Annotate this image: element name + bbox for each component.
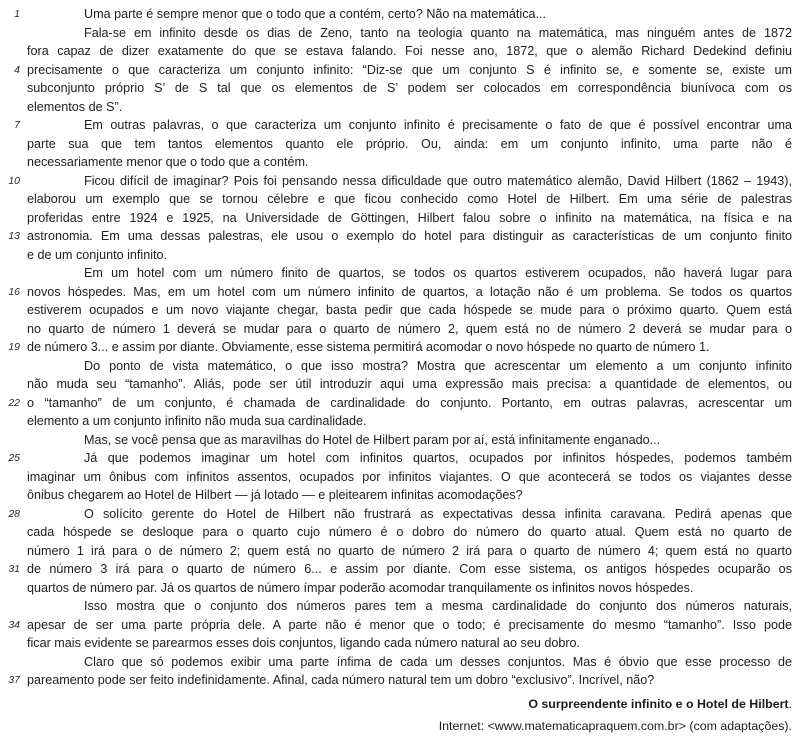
line-text: elementos de S”.: [27, 99, 123, 114]
line-number: [0, 375, 20, 394]
line-text: número 1 irá para o de número 2; quem está no quarto de número 2 irá para o quarto de número 4; quem está no quarto: [27, 543, 792, 558]
text-line: [0, 468, 800, 487]
line-number: [0, 153, 20, 172]
line-text: Ficou difícil de imaginar? Pois foi pensando nessa dificuldade que outro matemático alemão, David Hilbert (1862 – 1943),: [84, 173, 792, 188]
line-text: Do ponto de vista matemático, o que isso mostra? Mostra que acrescentar um elemento a um conjunto infinito: [84, 358, 792, 373]
line-number: [0, 431, 20, 450]
line-number: 1: [14, 8, 20, 20]
line-number: [0, 135, 20, 154]
line-text: no quarto de número 1 deverá se mudar para o quarto de número 2, quem está no de número 2 deverá se mudar para o: [27, 321, 792, 336]
line-number: [0, 412, 20, 431]
line-number: [0, 264, 20, 283]
text-line: [0, 505, 800, 524]
line-text: Isso mostra que o conjunto dos números pares tem a mesma cardinalidade do conjunto dos números naturais,: [84, 599, 792, 613]
line-text: ônibus chegarem ao Hotel de Hilbert — já lotado — e pleitearem infinitas acomodações?: [27, 488, 523, 502]
line-text: proferidas entre 1924 e 1925, na Universidade de Göttingen, Hilbert falou sobre o infinito na matemática, na física e na: [27, 210, 792, 225]
text-line: [0, 338, 800, 357]
line-text: astronomia. Em uma dessas palestras, ele usou o exemplo do hotel para distinguir as características de um conjunto finito: [27, 229, 792, 243]
line-number: [0, 209, 20, 228]
line-number: [0, 468, 20, 487]
line-number: [0, 301, 20, 320]
line-text: imaginar um ônibus com infinitos assentos, ocupados por infinitos viajantes. O que acontecerá se todos os viajantes desse: [27, 469, 792, 484]
citation-title: [27, 694, 792, 716]
line-number: 37: [8, 674, 20, 686]
line-number: [0, 190, 20, 209]
text-line: [0, 320, 800, 339]
text-line: [0, 449, 800, 468]
line-number: 7: [14, 119, 20, 131]
text-line: [0, 79, 800, 98]
line-number: [0, 79, 20, 98]
text-line: [0, 634, 800, 653]
text-body: [0, 5, 800, 690]
text-line: [0, 61, 800, 80]
text-line: [0, 172, 800, 191]
line-text: Fala-se em infinito desde os dias de Zeno, tanto na teologia quanto na matemática, mas ninguém antes de 1872: [84, 25, 792, 40]
line-text: novos hóspedes. Mas, em um hotel com um número infinito de quartos, a lotação não é um problema. Se todos os quartos: [27, 284, 792, 299]
line-number: 22: [8, 396, 20, 409]
line-number: [0, 98, 20, 117]
text-line: [0, 431, 800, 450]
text-line: [0, 671, 800, 690]
line-number: [0, 24, 20, 43]
text-line: [0, 301, 800, 320]
citation: [27, 694, 792, 737]
line-text: Mas, se você pensa que as maravilhas do Hotel de Hilbert param por aí, está infinitamente enganado...: [84, 432, 661, 447]
text-line: [0, 486, 800, 505]
text-line: [0, 597, 800, 616]
line-number: [0, 357, 20, 376]
line-text: apesar de ser uma parte própria dele. A parte não é menor que o todo; é precisamente do mesmo “tamanho”. Isso pode: [27, 617, 792, 632]
text-line: [0, 579, 800, 598]
line-number: [0, 542, 20, 561]
line-text: parte sua que tem tantos elementos quanto ele próprio. Ou, ainda: em um conjunto infinito, uma parte não é: [27, 136, 792, 151]
line-text: ficar mais evidente se parearmos esses dois conjuntos, ligando cada número natural ao seu dobro.: [27, 636, 581, 650]
line-text: o “tamanho” de um conjunto, é chamada de cardinalidade do conjunto. Portanto, em outras palavras, acrescentar um: [27, 395, 792, 410]
line-text: Uma parte é sempre menor que o todo que a contém, certo? Não na matemática...: [84, 7, 547, 21]
text-line: [0, 616, 800, 635]
line-text: e de um conjunto infinito.: [27, 247, 168, 262]
line-number: [0, 246, 20, 265]
line-number: [0, 320, 20, 339]
text-line: [0, 190, 800, 209]
line-number: 34: [8, 618, 20, 631]
line-text: necessariamente menor que o todo que a contém.: [27, 155, 309, 169]
text-line: [0, 98, 800, 117]
text-line: [0, 246, 800, 265]
line-text: de número 3 irá para o quarto de número 6... e assim por diante. Com esse sistema, os antigos hóspedes ocuparão os: [27, 562, 792, 576]
text-line: [0, 24, 800, 43]
text-line: [0, 264, 800, 283]
text-line: [0, 412, 800, 431]
line-text: elemento a um conjunto infinito não muda sua cardinalidade.: [27, 414, 367, 428]
line-text: de número 3... e assim por diante. Obviamente, esse sistema permitirá acomodar o novo hóspede no quarto de número 1.: [27, 340, 710, 354]
text-line: [0, 653, 800, 672]
line-text: quartos de número par. Já os quartos de número ímpar poderão acomodar tranquilamente os infinitos novos hóspedes.: [27, 580, 694, 595]
line-text: O solícito gerente do Hotel de Hilbert não frustrará as expectativas dessa infinita caravana. Pedirá apenas que: [84, 506, 792, 521]
text-line: [0, 560, 800, 579]
line-number: [0, 486, 20, 505]
text-line: [0, 283, 800, 302]
line-number: [0, 634, 20, 653]
text-line: [0, 375, 800, 394]
citation-title-bold: O surpreendente infinito e o Hotel de Hilbert: [528, 697, 789, 711]
text-line: [0, 394, 800, 413]
line-number: [0, 653, 20, 672]
line-text: fora capaz de dizer exatamente do que se estava falando. Foi nesse ano, 1872, que o alemão Richard Dedekind definiu: [27, 44, 792, 58]
line-text: cada hóspede se desloque para o quarto cujo número é o dobro do número do quarto atual. Quem está no quarto de: [27, 525, 792, 539]
line-text: precisamente o que caracteriza um conjunto infinito: “Diz-se que um conjunto S é infinito se, e somente se, existe um: [27, 62, 792, 77]
text-line: [0, 5, 800, 24]
line-number: 31: [8, 563, 20, 575]
line-text: Claro que só podemos exibir uma parte ínfima de cada um desses conjuntos. Mas é óbvio que esse processo de: [84, 654, 792, 669]
line-number: 28: [8, 507, 20, 520]
line-number: 16: [8, 285, 20, 298]
line-number: 19: [8, 341, 20, 353]
citation-source: Internet: <www.matematicapraquem.com.br> (com adaptações).: [438, 718, 792, 733]
text-line: [0, 116, 800, 135]
line-text: subconjunto próprio S’ de S tal que os elementos de S’ podem ser colocados em correspondência biunívoca com os: [27, 81, 792, 95]
line-text: Em outras palavras, o que caracteriza um conjunto infinito é precisamente o fato de que é possível encontrar uma: [84, 118, 792, 132]
text-line: [0, 135, 800, 154]
text-line: [0, 227, 800, 246]
line-number: [0, 597, 20, 616]
line-number: [0, 523, 20, 542]
line-number: 4: [14, 63, 20, 76]
text-line: [0, 153, 800, 172]
line-text: não muda seu “tamanho”. Aliás, pode ser útil introduzir aqui uma expressão mais precisa: a quantidade de elementos, ou: [27, 377, 792, 391]
line-number: 10: [8, 174, 20, 187]
text-line: [0, 209, 800, 228]
text-line: [0, 542, 800, 561]
text-line: [0, 357, 800, 376]
line-text: Já que podemos imaginar um hotel com infinitos quartos, ocupados por infinitos hóspedes, podemos também: [84, 451, 792, 465]
text-line: [0, 42, 800, 61]
line-number: [0, 579, 20, 598]
line-text: elaborou um exemplo que se tornou célebre e que ficou conhecido como Hotel de Hilbert. Em uma série de palestras: [27, 192, 792, 206]
line-number: [0, 42, 20, 61]
line-number: 25: [8, 452, 20, 464]
line-text: estiverem ocupados e um novo viajante chegar, basta pedir que cada hóspede se mude para o próximo quarto. Quem está: [27, 303, 792, 317]
citation-title-period: .: [788, 697, 792, 711]
line-number: 13: [8, 230, 20, 242]
line-text: pareamento pode ser feito indefinidamente. Afinal, cada número natural tem um dobro “exclusivo”. Incrível, não?: [27, 673, 655, 687]
text-line: [0, 523, 800, 542]
line-text: Em um hotel com um número finito de quartos, se todos os quartos estiverem ocupados, não haverá lugar para: [84, 266, 792, 280]
